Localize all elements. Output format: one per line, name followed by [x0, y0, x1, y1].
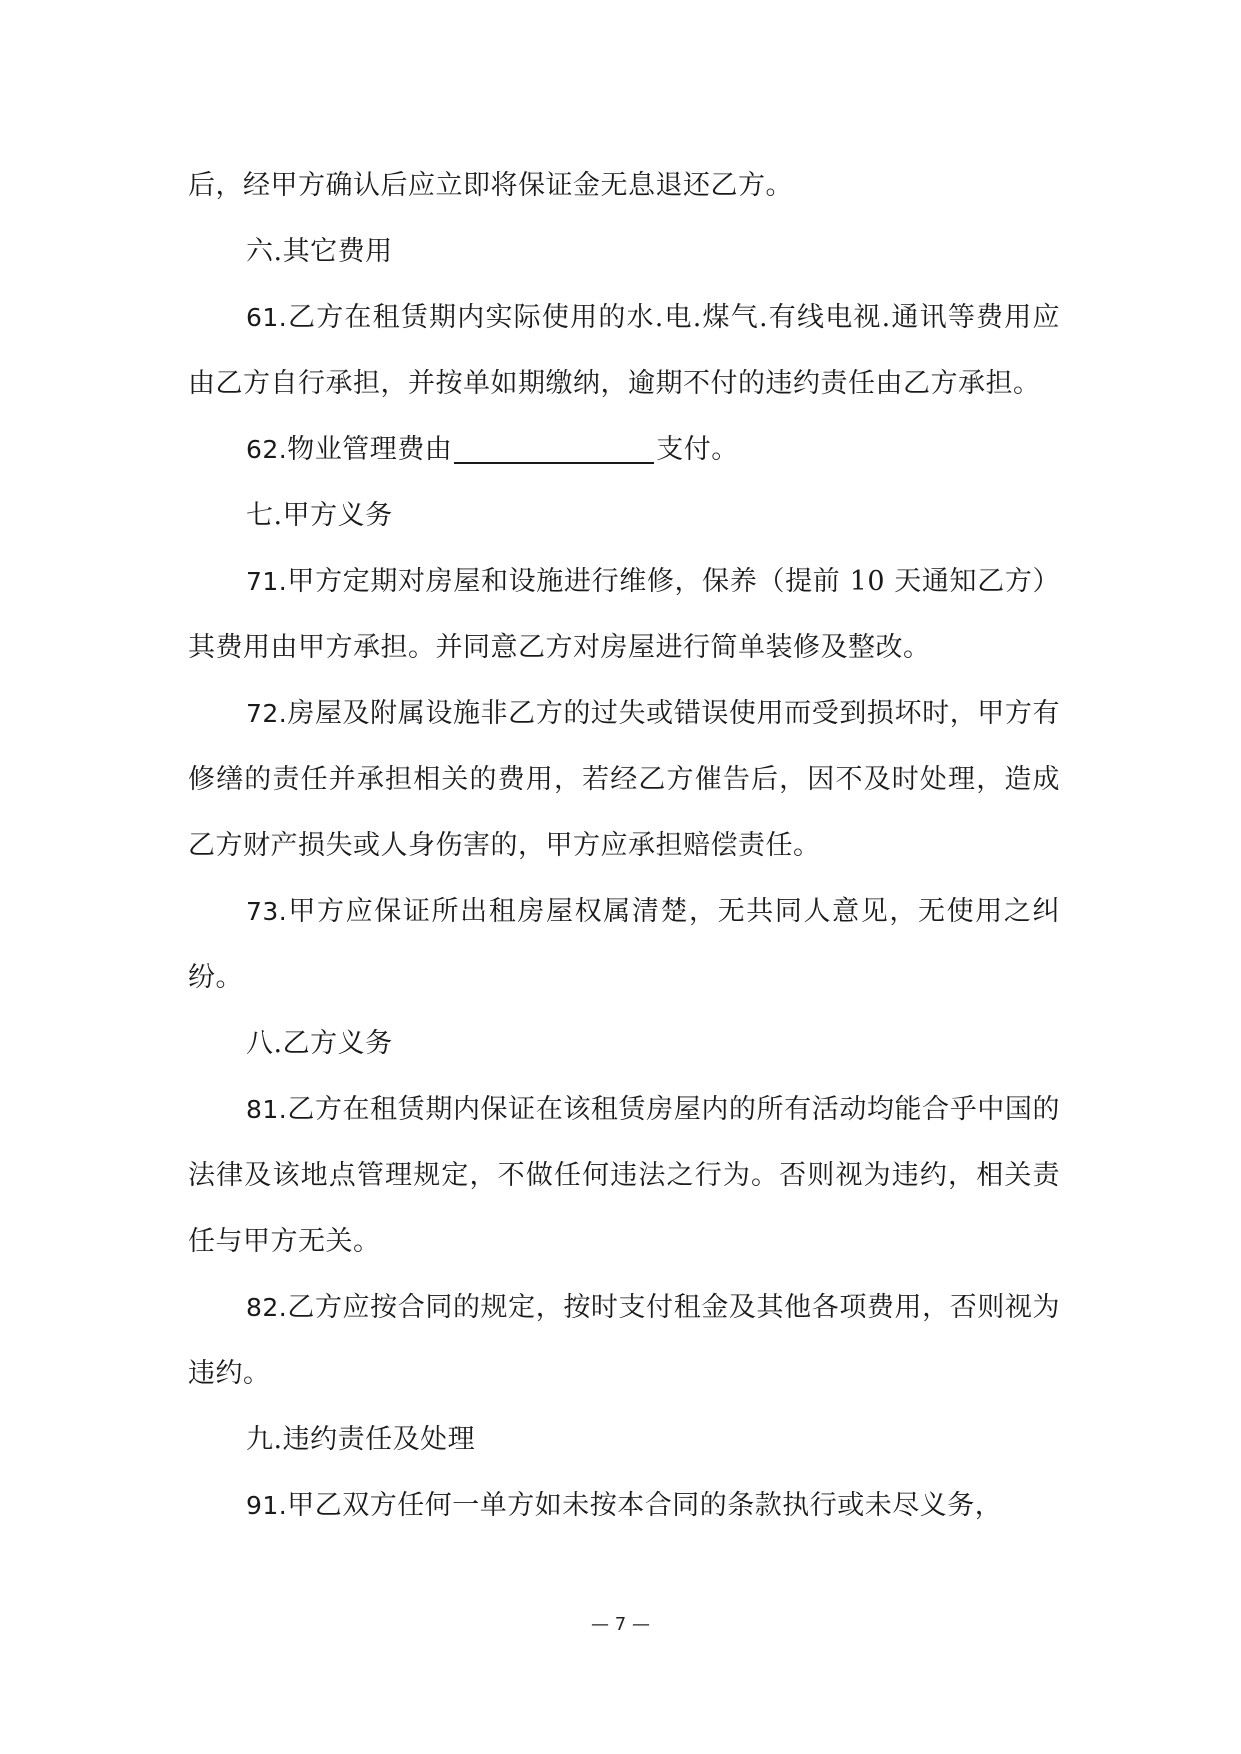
clause-61	[188, 285, 1060, 417]
clause-text: 甲方定期对房屋和设施进行维修，保养（提前 10 天通知乙方）其费用由甲方承担。并同意乙方对房屋进行简单装修及整改。	[188, 566, 1060, 663]
clause-text: 甲乙双方任何一单方如未按本合同的条款执行或未尽义务，	[287, 1490, 1003, 1521]
clause-text: 甲方应保证所出租房屋权属清楚，无共同人意见，无使用之纠纷。	[188, 896, 1060, 993]
clause-text: 乙方在租赁期内保证在该租赁房屋内的所有活动均能合乎中国的法律及该地点管理规定，不做任何违法之行为。否则视为违约，相关责任与甲方无关。	[188, 1094, 1060, 1257]
section-heading-9	[188, 1407, 1060, 1473]
clause-text: 乙方在租赁期内实际使用的水.电.煤气.有线电视.通讯等费用应由乙方自行承担，并按单如期缴纳，逾期不付的违约责任由乙方承担。	[188, 302, 1060, 399]
heading-text: 八.乙方义务	[246, 1028, 393, 1059]
paragraph-text: 后，经甲方确认后应立即将保证金无息退还乙方。	[188, 170, 793, 201]
clause-72	[188, 681, 1060, 879]
heading-text: 九.违约责任及处理	[246, 1424, 476, 1455]
clause-text: 物业管理费由	[287, 434, 453, 465]
clause-number: 62.	[246, 435, 288, 464]
clause-number: 72.	[246, 699, 288, 728]
clause-text: 乙方应按合同的规定，按时支付租金及其他各项费用，否则视为违约。	[188, 1292, 1060, 1389]
clause-number: 82.	[246, 1293, 288, 1322]
heading-text: 六.其它费用	[246, 236, 393, 267]
clause-number: 71.	[246, 567, 288, 596]
section-heading-6	[188, 219, 1060, 285]
clause-number: 61.	[246, 303, 288, 332]
clause-text-after: 支付。	[656, 434, 739, 465]
section-heading-8	[188, 1011, 1060, 1077]
clause-82	[188, 1275, 1060, 1407]
fill-in-blank[interactable]	[454, 432, 654, 464]
paragraph-continuation	[188, 153, 1060, 219]
heading-text: 七.甲方义务	[246, 500, 393, 531]
clause-number: 81.	[246, 1095, 288, 1124]
document-body	[188, 153, 1060, 1539]
clause-73	[188, 879, 1060, 1011]
clause-91	[188, 1473, 1060, 1539]
page-number: — 7 —	[591, 1614, 650, 1635]
section-heading-7	[188, 483, 1060, 549]
clause-71	[188, 549, 1060, 681]
clause-text: 房屋及附属设施非乙方的过失或错误使用而受到损坏时，甲方有修缮的责任并承担相关的费用，若经乙方催告后，因不及时处理，造成乙方财产损失或人身伤害的，甲方应承担赔偿责任。	[188, 698, 1060, 861]
clause-number: 91.	[246, 1491, 288, 1520]
clause-62	[188, 417, 1060, 483]
clause-81	[188, 1077, 1060, 1275]
clause-number: 73.	[246, 897, 288, 926]
